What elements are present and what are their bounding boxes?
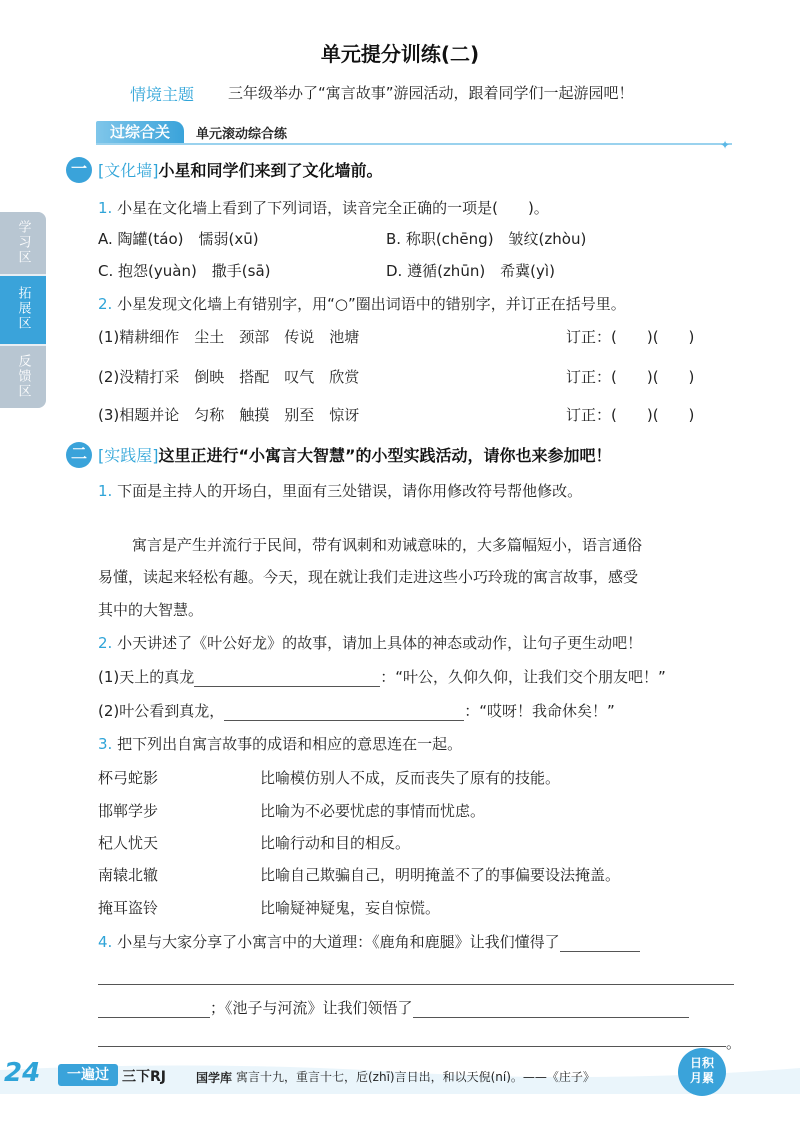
answer-blank[interactable]	[224, 704, 464, 721]
idiom-item[interactable]: 杞人忧天	[98, 834, 159, 852]
sentence-1	[98, 666, 666, 687]
footer-label: 国学库	[196, 1071, 233, 1085]
question-1	[98, 197, 549, 218]
question-number: 1.	[98, 199, 113, 217]
question-text: 小星在文化墙上看到了下列词语，读音完全正确的一项是( )。	[117, 199, 549, 217]
side-tab-label: 反馈区	[15, 354, 31, 399]
side-tab-label: 学习区	[15, 220, 31, 265]
sentence-prefix: (2)叶公看到真龙，	[98, 702, 225, 720]
idiom-item[interactable]: 杯弓蛇影	[98, 769, 159, 787]
passage-line: 易懂，读起来轻松有趣。今天，现在就让我们走进这些小巧玲珑的寓言故事，感受	[98, 568, 639, 586]
section-tag: [实践屋]	[98, 446, 159, 465]
option-c[interactable]: C. 抱怨(yuàn) 撒手(sā)	[98, 262, 271, 280]
passage-line: 寓言是产生并流行于民间，带有讽刺和劝诫意味的，大多篇幅短小，语言通俗	[132, 536, 643, 554]
question-4	[98, 931, 640, 952]
sentence-2	[98, 700, 615, 721]
option-d[interactable]: D. 遵循(zhūn) 希冀(yì)	[386, 262, 555, 280]
answer-blank[interactable]	[194, 670, 380, 687]
correction-field-2[interactable]: 订正：( )( )	[566, 368, 695, 386]
correction-field-3[interactable]: 订正：( )( )	[566, 406, 695, 424]
section-number: 二	[66, 442, 92, 468]
banner-tab: 过综合关	[96, 121, 184, 143]
question-2	[98, 632, 642, 653]
daily-badge	[678, 1048, 726, 1096]
page-title: 单元提分训练(二)	[320, 42, 480, 66]
scene-text: 三年级举办了“寓言故事”游园活动，跟着同学们一起游园吧！	[228, 84, 634, 102]
question-number: 1.	[98, 482, 113, 500]
option-b[interactable]: B. 称职(chēng) 皱纹(zhòu)	[386, 230, 587, 248]
answer-blank[interactable]	[413, 1001, 689, 1018]
meaning-item[interactable]: 比喻自己欺骗自己，明明掩盖不了的事偏要设法掩盖。	[260, 866, 621, 884]
answer-blank[interactable]	[98, 1001, 210, 1018]
question-2	[98, 293, 626, 314]
answer-line[interactable]	[98, 1046, 726, 1047]
correction-field-1[interactable]: 订正：( )( )	[566, 328, 695, 346]
typo-row-3: (3)相题并论 匀称 触摸 别至 惊讶	[98, 406, 360, 424]
idiom-item[interactable]: 南辕北辙	[98, 866, 159, 884]
question-text: 把下列出自寓言故事的成语和相应的意思连在一起。	[117, 735, 463, 753]
section-heading-text: 这里正进行“小寓言大智慧”的小型实践活动，请你也来参加吧！	[158, 446, 612, 465]
question-text: 小天讲述了《叶公好龙》的故事，请加上具体的神态或动作，让句子更生动吧！	[117, 634, 643, 652]
section-heading	[98, 158, 383, 181]
side-tab-study[interactable]	[0, 212, 46, 274]
question-text: ；《池子与河流》让我们领悟了	[210, 999, 413, 1017]
question-number: 4.	[98, 933, 113, 951]
question-4-continued	[98, 997, 689, 1018]
badge-text: 日积月累	[689, 1056, 714, 1085]
section-number: 一	[66, 157, 92, 183]
section-heading	[98, 443, 612, 466]
banner-divider	[96, 143, 732, 145]
footer-quote: 寓言十九，重言十七，卮(zhī)言日出，和以天倪(ní)。——《庄子》	[236, 1070, 595, 1084]
typo-row-1: (1)精耕细作 尘土 颈部 传说 池塘	[98, 328, 360, 346]
idiom-item[interactable]: 掩耳盗铃	[98, 899, 159, 917]
grade-label: 三下RJ	[122, 1069, 166, 1085]
meaning-item[interactable]: 比喻模仿别人不成，反而丧失了原有的技能。	[260, 769, 561, 787]
passage-line: 其中的大智慧。	[98, 601, 204, 619]
page-number: 24	[4, 1058, 41, 1088]
side-tab-label: 拓展区	[15, 286, 31, 331]
sentence-suffix: ：“哎呀！我命休矣！”	[464, 702, 615, 720]
banner-subtitle: 单元滚动综合练	[196, 127, 288, 142]
meaning-item[interactable]: 比喻行动和目的相反。	[260, 834, 411, 852]
star-icon: ✦	[720, 138, 731, 152]
question-text: 小星发现文化墙上有错别字，用“○”圈出词语中的错别字，并订正在括号里。	[117, 295, 626, 313]
question-number: 2.	[98, 295, 113, 313]
option-a[interactable]: A. 陶罐(táo) 懦弱(xū)	[98, 230, 259, 248]
period: 。	[726, 1034, 742, 1052]
question-number: 2.	[98, 634, 113, 652]
question-text: 小星与大家分享了小寓言中的大道理：《鹿角和鹿腿》让我们懂得了	[117, 933, 560, 951]
side-tab-expand[interactable]	[0, 276, 46, 344]
question-number: 3.	[98, 735, 113, 753]
question-3	[98, 733, 462, 754]
scene-label: 情境主题	[130, 85, 195, 104]
brand-logo: 一遍过	[58, 1064, 118, 1086]
answer-blank[interactable]	[560, 935, 640, 952]
sentence-prefix: (1)天上的真龙	[98, 668, 195, 686]
answer-line[interactable]	[98, 984, 734, 985]
side-tab-feedback[interactable]	[0, 346, 46, 408]
question-text: 下面是主持人的开场白，里面有三处错误，请你用修改符号帮他修改。	[117, 482, 583, 500]
idiom-item[interactable]: 邯郸学步	[98, 802, 159, 820]
meaning-item[interactable]: 比喻为不必要忧虑的事情而忧虑。	[260, 802, 486, 820]
meaning-item[interactable]: 比喻疑神疑鬼，妄自惊慌。	[260, 899, 441, 917]
section-tag: [文化墙]	[98, 161, 159, 180]
section-heading-text: 小星和同学们来到了文化墙前。	[158, 161, 383, 180]
question-1	[98, 480, 582, 501]
sentence-suffix: ：“叶公，久仰久仰，让我们交个朋友吧！”	[380, 668, 666, 686]
typo-row-2: (2)没精打采 倒映 搭配 叹气 欣赏	[98, 368, 360, 386]
